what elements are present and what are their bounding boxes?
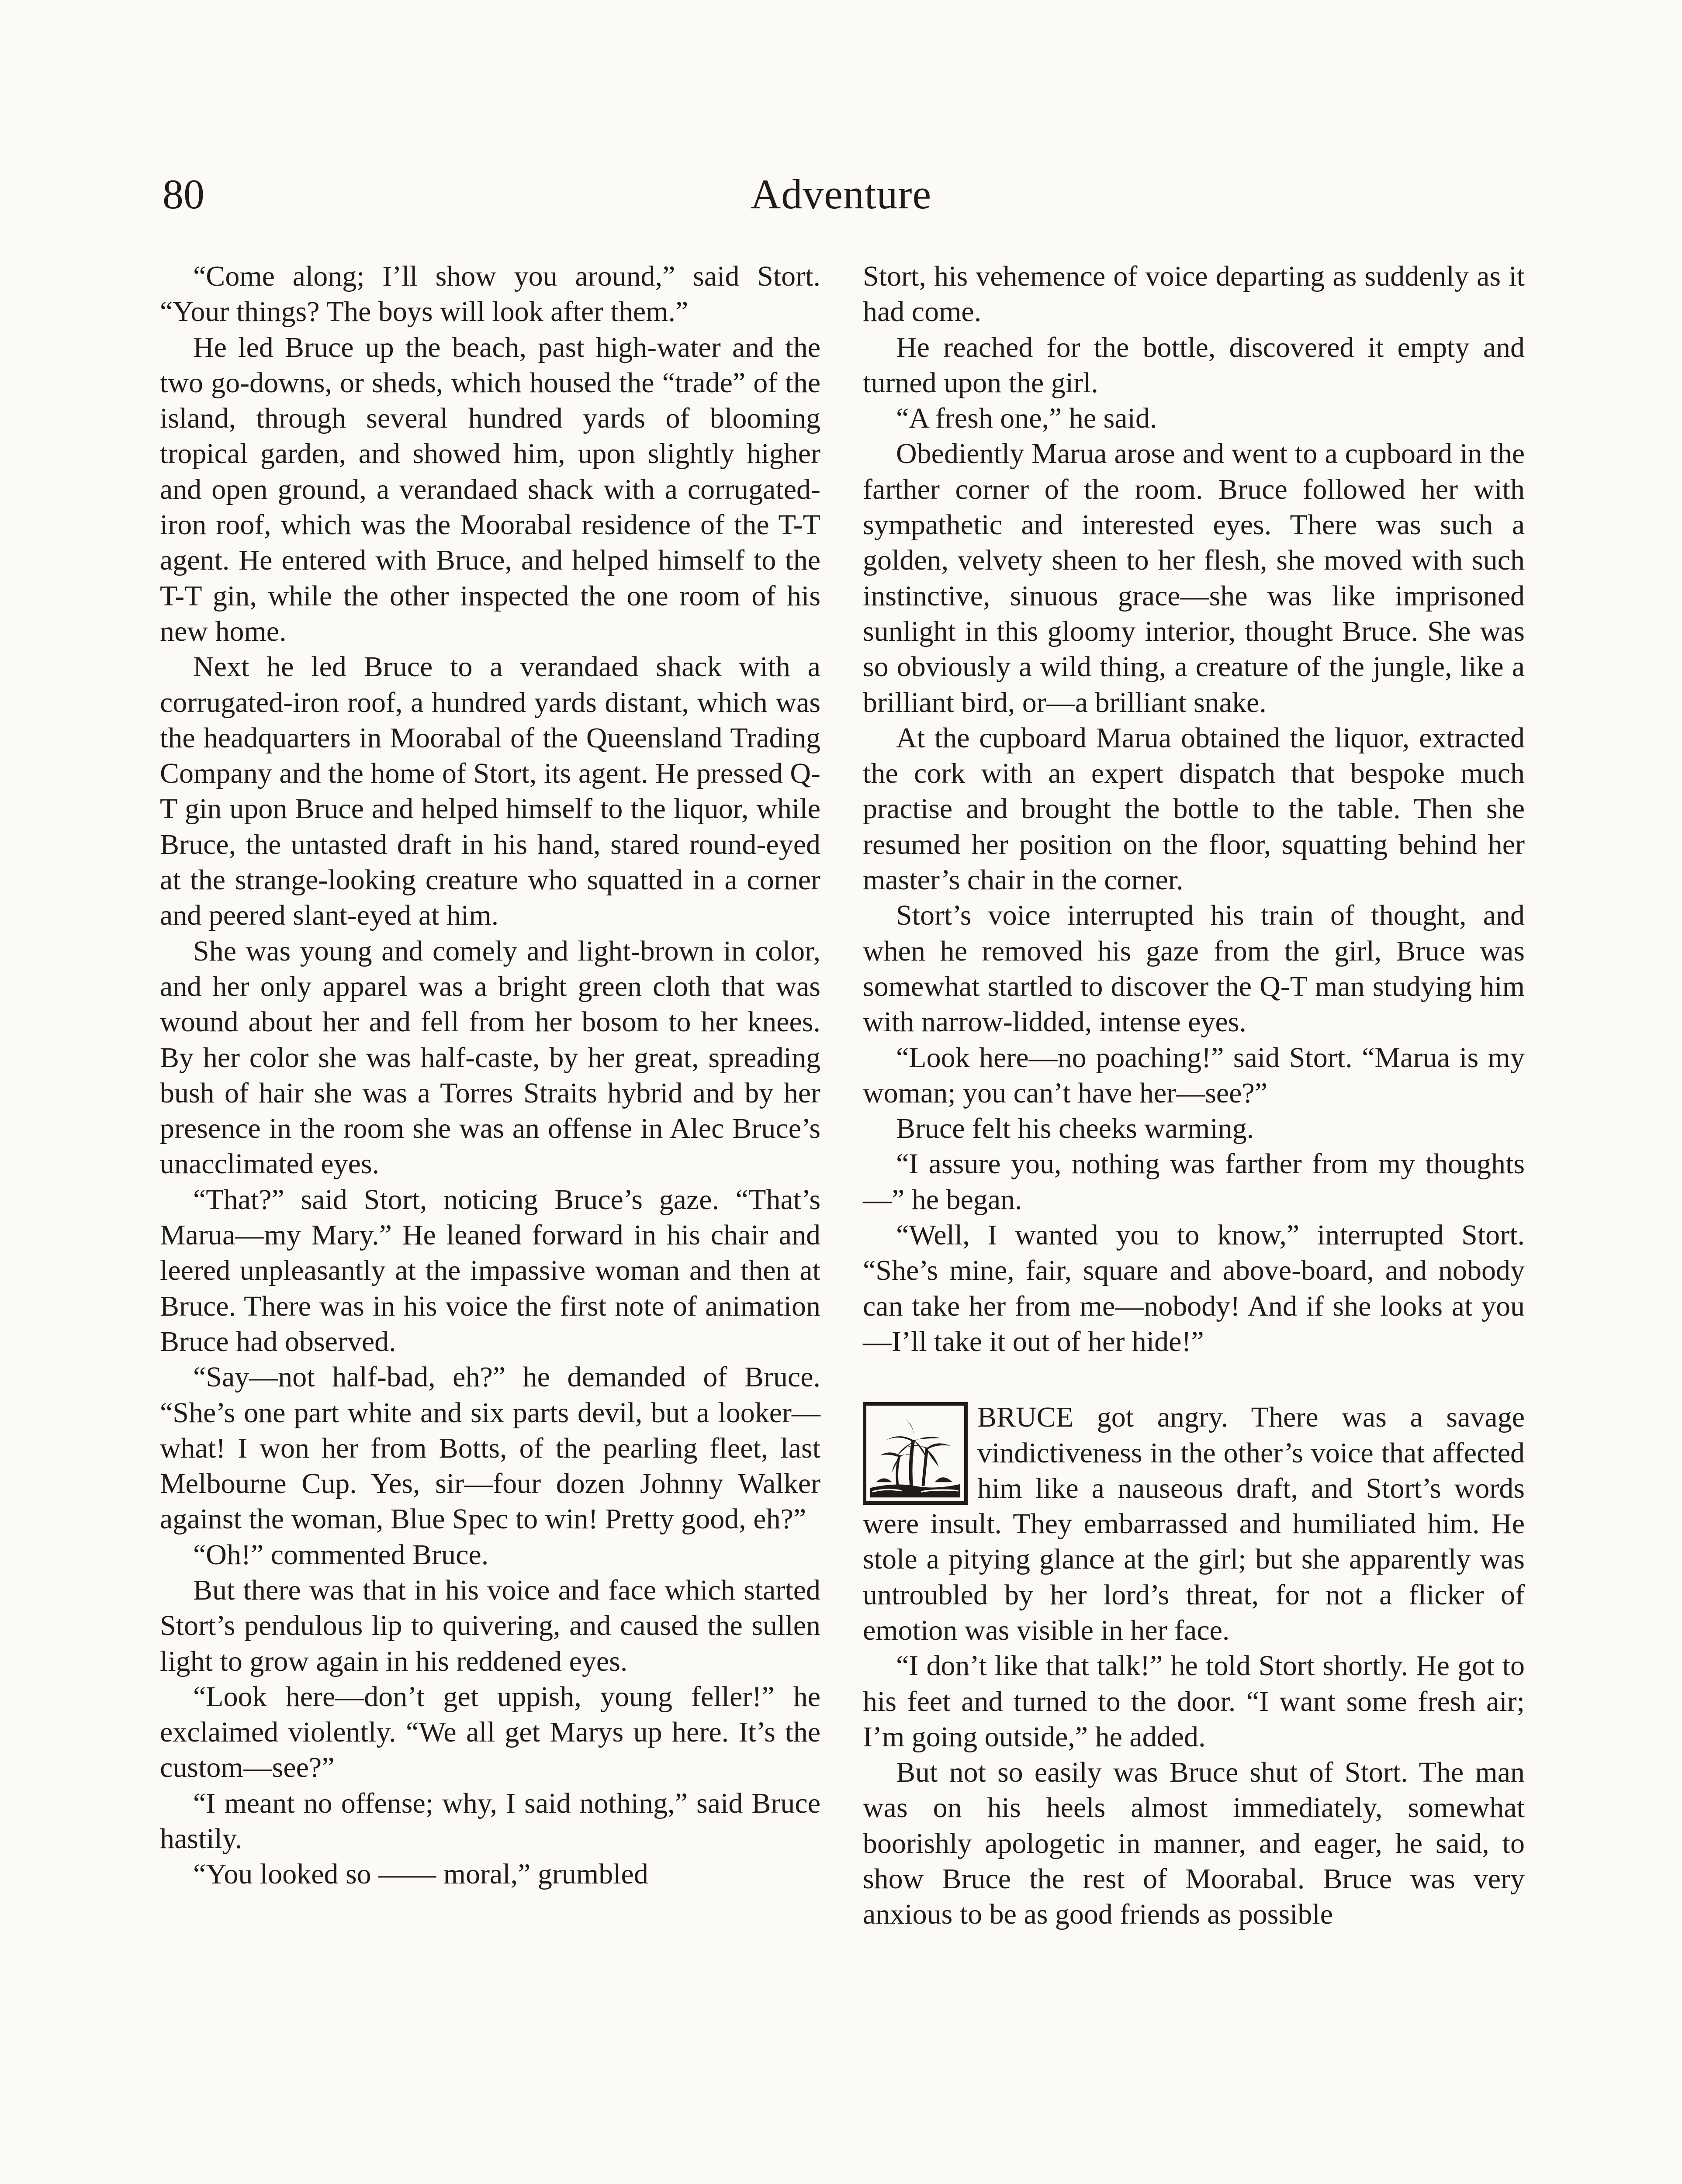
paragraph: “Oh!” commented Bruce. bbox=[193, 1538, 489, 1571]
paragraph: He led Bruce up the beach, past high-water and the two go-downs, or sheds, which housed the “trade” of the island, through several hundred yards of blooming tropical garden, and showed him, upon slightly higher and open ground, a verandaed shack with a corrugated-iron roof, which was the Moorabal residence of the T-T agent. He entered with Bruce, and helped himself to the T-T gin, while the other inspected the one room of his new home. bbox=[160, 331, 820, 647]
paragraph: Stort’s voice interrupted his train of thought, and when he removed his gaze from the girl, Bruce was somewhat startled to discover the Q-T man studying him with narrow-lidded, intense eyes. bbox=[863, 899, 1525, 1038]
paragraph: “Look here—don’t get uppish, young feller!” he exclaimed violently. “We all get Marys up here. It’s the custom—see?” bbox=[160, 1680, 820, 1784]
magazine-title: Adventure bbox=[750, 171, 932, 218]
paragraph-text: BRUCE got angry. There was a savage vindictiveness in the other’s voice that affected him like a nauseous draft, and Stort’s words were insult. They embarrassed and humiliated him. He stole a pitying glance at the girl; but she apparently was untroubled by her lord’s threat, for not a flicker of emotion was visible in her face. bbox=[863, 1401, 1525, 1646]
paragraph: “I meant no offense; why, I said nothing,” said Bruce hastily. bbox=[160, 1787, 820, 1855]
paragraph: Next he led Bruce to a verandaed shack with a corrugated-iron roof, a hundred yards distant, which was the headquarters in Moorabal of the Queensland Trading Company and the home of Stort, its agent. He pressed Q-T gin upon Bruce and helped himself to the liquor, while Bruce, the untasted draft in his hand, stared round-eyed at the strange-looking creature who squatted in a corner and peered slant-eyed at him. bbox=[160, 651, 820, 932]
paragraph: But not so easily was Bruce shut of Stort. The man was on his heels almost immediately, somewhat boorishly apologetic in manner, and eager, he said, to show Bruce the rest of Moorabal. Bruce was very anxious to be as good friends as possible bbox=[863, 1756, 1525, 1931]
section-break bbox=[863, 1359, 1525, 1400]
paragraph: She was young and comely and light-brown in color, and her only apparel was a bright green cloth that was wound about her and fell from her bosom to her knees. By her color she was half-caste, by her great, spreading bush of hair she was a Torres Straits hybrid and by her presence in the room she was an offense in Alec Bruce’s unacclimated eyes. bbox=[160, 935, 820, 1180]
paragraph: But there was that in his voice and face which started Stort’s pendulous lip to quivering, and caused the sullen light to grow again in his reddened eyes. bbox=[160, 1574, 820, 1677]
page-number: 80 bbox=[163, 171, 204, 218]
right-column bbox=[863, 259, 1525, 1932]
palm-tree-vignette-icon bbox=[863, 1402, 968, 1505]
paragraph: “Well, I wanted you to know,” interrupted Stort. “She’s mine, fair, square and above-board, and nobody can take her from me—nobody! And if she looks at you—I’ll take it out of her hide!” bbox=[863, 1219, 1525, 1358]
dropcap-paragraph bbox=[863, 1400, 1525, 1648]
paragraph: “You looked so —— moral,” grumbled bbox=[193, 1858, 648, 1890]
paragraph: “I assure you, nothing was farther from my thoughts—” he began. bbox=[863, 1148, 1525, 1216]
page-header bbox=[0, 166, 1682, 223]
paragraph: He reached for the bottle, discovered it empty and turned upon the girl. bbox=[863, 331, 1525, 399]
paragraph: Obediently Marua arose and went to a cupboard in the farther corner of the room. Bruce followed her with sympathetic and interested eyes. There was such a golden, velvety sheen to her flesh, she moved with such instinctive, sinuous grace—she was like imprisoned sunlight in this gloomy interior, thought Bruce. She was so obviously a wild thing, a creature of the jungle, like a brilliant bird, or—a brilliant snake. bbox=[863, 438, 1525, 719]
paragraph: Bruce felt his cheeks warming. bbox=[896, 1113, 1254, 1145]
paragraph: “Look here—no poaching!” said Stort. “Marua is my woman; you can’t have her—see?” bbox=[863, 1041, 1525, 1109]
paragraph-continued: Stort, his vehemence of voice departing as suddenly as it had come. bbox=[863, 260, 1525, 328]
paragraph: “Come along; I’ll show you around,” said Stort. “Your things? The boys will look after them.” bbox=[160, 260, 820, 328]
paragraph: “A fresh one,” he said. bbox=[896, 402, 1157, 435]
paragraph: At the cupboard Marua obtained the liquor, extracted the cork with an expert dispatch that bespoke much practise and brought the bottle to the table. Then she resumed her position on the floor, squatting behind her master’s chair in the corner. bbox=[863, 722, 1525, 896]
paragraph: “That?” said Stort, noticing Bruce’s gaze. “That’s Marua—my Mary.” He leaned forward in his chair and leered unpleasantly at the impassive woman and then at Bruce. There was in his voice the first note of animation Bruce had observed. bbox=[160, 1183, 820, 1358]
paragraph: “I don’t like that talk!” he told Stort shortly. He got to his feet and turned to the door. “I want some fresh air; I’m going outside,” he added. bbox=[863, 1650, 1525, 1753]
paragraph: “Say—not half-bad, eh?” he demanded of Bruce. “She’s one part white and six parts devil, but a looker—what! I won her from Botts, of the pearling fleet, last Melbourne Cup. Yes, sir—four dozen Johnny Walker against the woman, Blue Spec to win! Pretty good, eh?” bbox=[160, 1361, 820, 1535]
left-column bbox=[160, 259, 820, 1892]
